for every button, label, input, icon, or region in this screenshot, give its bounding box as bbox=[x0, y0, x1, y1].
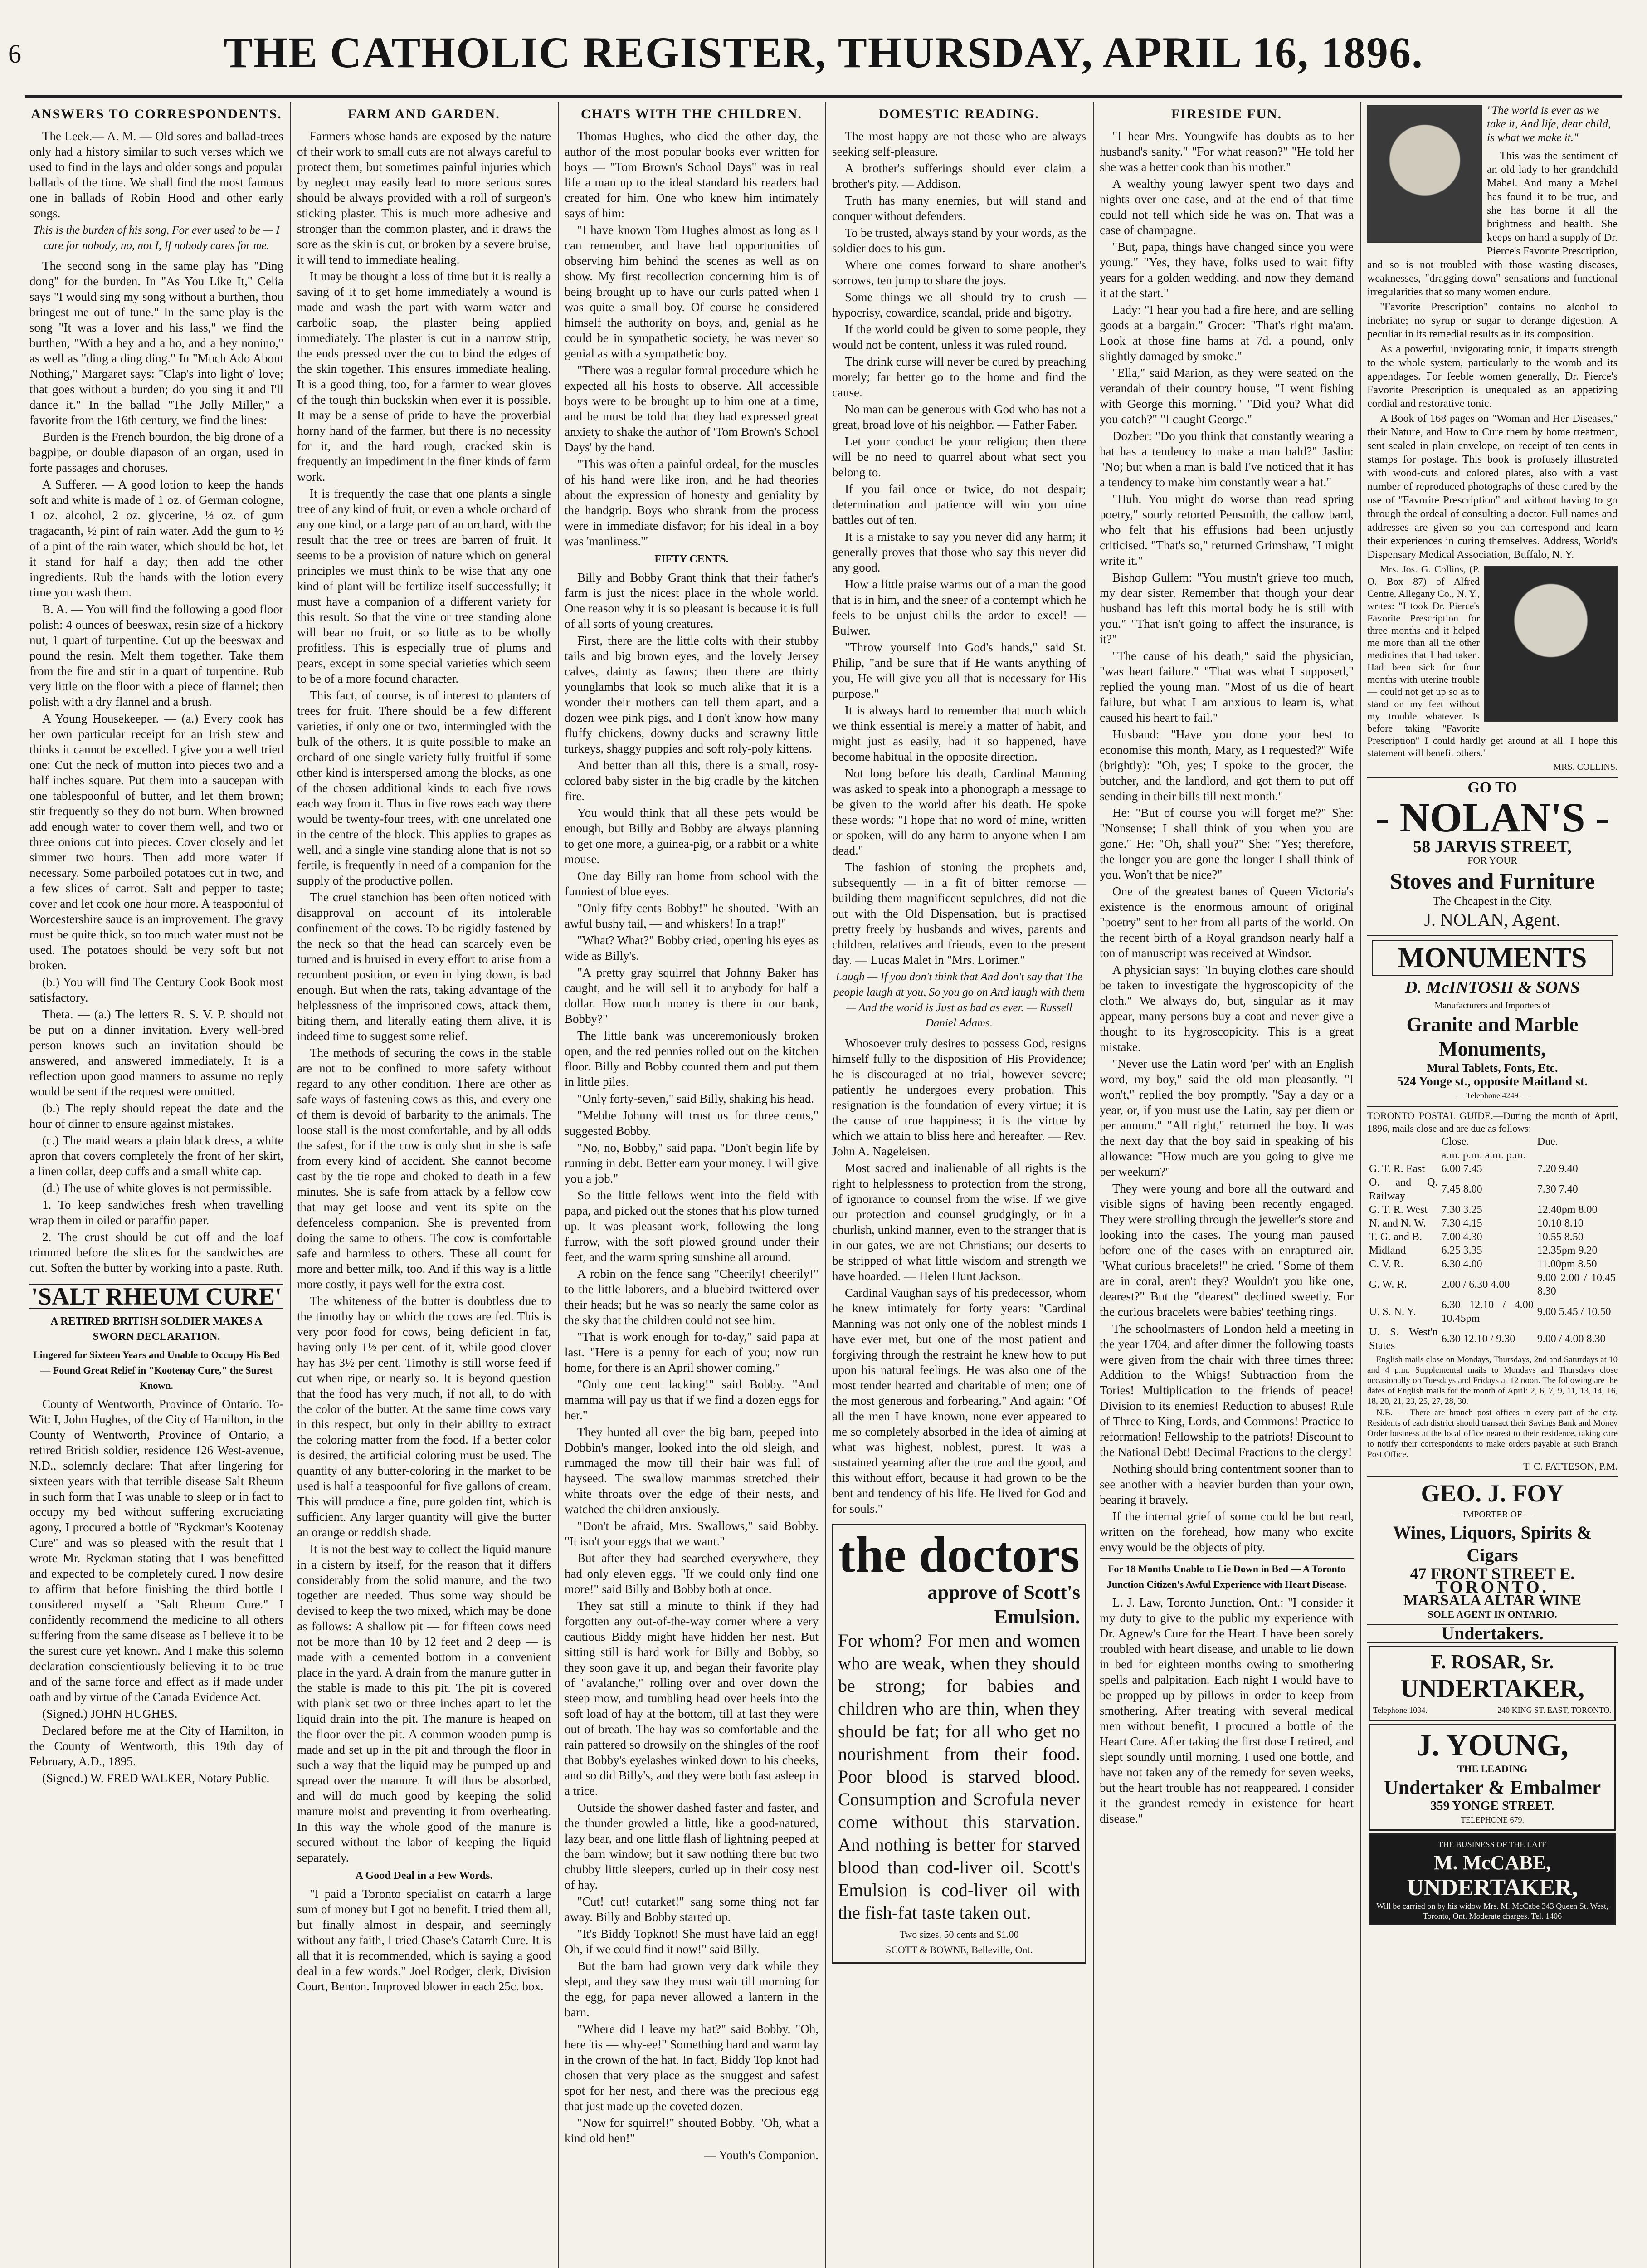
verse: This is the burden of his song, For ever used to be — I care for nobody, no, not I, If nobody cares for me. bbox=[33, 224, 280, 252]
paragraph: "That is work enough for to-day," said papa at last. "Here is a penny for each of you; now run home, for there is an April shower coming." bbox=[565, 1330, 819, 1374]
paragraph: Most sacred and inalienable of all rights is the right to helplessness to protection from the strong, of ignorance to counsel from the wise. If we give our protection and counsel grudgingly, or in a churlish, unkind manner, even to the stranger that is in our gates, we are not Christians; our deserts to be stripped of what little wisdom and strength we have hoarded. — Helen Hunt Jackson. bbox=[832, 1161, 1086, 1283]
paper-title: THE CATHOLIC REGISTER, THURSDAY, APRIL 16, 1896. bbox=[224, 28, 1423, 77]
testimonial: "Favorite Prescription" contains no alcohol to inebriate; no syrup or sugar to derange digestion. A peculiar in its remedial results as in its composition. bbox=[1367, 301, 1618, 340]
cell: 6.30 4.00 bbox=[1441, 1258, 1482, 1270]
column-heading: FIRESIDE FUN. bbox=[1171, 107, 1282, 122]
mccabe-title: UNDERTAKER, bbox=[1407, 1875, 1578, 1901]
foy-importer: — IMPORTER OF — bbox=[1451, 1510, 1534, 1520]
paragraph: Whosoever truly desires to possess God, resigns himself fully to the disposition of His Providence; he is discouraged at no trial, however severe; patiently he undergoes every probation. This resignation is the foundation of every virtue; it is the cause of true happiness; it is the virtue by which we attain to bliss here and hereafter. — Rev. John A. Nageleisen. bbox=[832, 1036, 1086, 1158]
nolan-go-to: GO TO bbox=[1467, 779, 1517, 796]
young-name: J. YOUNG, bbox=[1416, 1728, 1569, 1762]
signature: (Signed.) W. FRED WALKER, Notary Public. bbox=[42, 1771, 270, 1785]
young-leading: THE LEADING bbox=[1457, 1763, 1528, 1774]
paragraph: "Only fifty cents Bobby!" he shouted. "With an awful bushy tail, — and whiskers! In a trap!" bbox=[565, 901, 819, 930]
nolan-for: FOR YOUR bbox=[1467, 855, 1517, 866]
paragraph: And better than all this, there is a small, rosy-colored baby sister in the big cradle by the kitchen fire. bbox=[565, 758, 819, 803]
paragraph: It is always hard to remember that much which we think essential is merely a matter of habit, and might just as easily, had it so happened, have become habitual in the opposite direction. bbox=[832, 704, 1086, 763]
ad-headline: the doctors bbox=[838, 1527, 1080, 1583]
column-heading: ANSWERS TO CORRESPONDENTS. bbox=[31, 107, 282, 122]
paragraph: Thomas Hughes, who died the other day, the author of the most popular books ever written for boys — "Tom Brown's School Days" was in real life a man up to the ideal standard his readers had created for him. One who knew him intimately says of him: bbox=[565, 129, 819, 220]
paragraph: "I have known Tom Hughes almost as long as I can remember, and have had opportunities of observing him behind the scenes as well as on show. My first recollection concerning him is of being brought up to have our curls patted when I was quite a small boy. Of course he considered himself the authority on boys, and, genial as he could be in sympathetic society, he was never so genial as with a sympathetic boy. bbox=[565, 223, 819, 360]
table-row bbox=[1367, 1176, 1618, 1203]
ad-subhead: A RETIRED BRITISH SOLDIER MAKES A SWORN DECLARATION. bbox=[50, 1315, 263, 1343]
paragraph: "The cause of his death," said the physician, "was heart failure." "That was what I supposed," replied the young man. "Most of us die of heart failure, but what I am anxious to learn is, what caused his heart to fail." bbox=[1100, 649, 1354, 724]
cell: U. S. N. Y. bbox=[1369, 1306, 1416, 1318]
header-close: Close. bbox=[1441, 1136, 1469, 1148]
paragraph: They were young and bore all the outward and visible signs of having been recently engaged. They were strolling through the jeweller's store and looking into the cases. The young man paused before one of the cases with an enraptured air. "What curious bracelets!" he cried. "Some of them are in coral, aren't they? Wouldn't you like one, dearest?" But the "dearest" declined sweetly. For the curious bracelets were babies' teething rings. bbox=[1100, 1182, 1354, 1319]
table-row bbox=[1367, 1162, 1618, 1176]
table-row bbox=[1367, 1203, 1618, 1217]
cell: C. V. R. bbox=[1369, 1258, 1403, 1270]
mccabe-ad bbox=[1369, 1833, 1616, 1925]
monuments-goods: Granite and Marble Monuments, bbox=[1406, 1013, 1579, 1060]
ad-body: County of Wentworth, Province of Ontario. To-Wit: I, John Hughes, of the City of Hamilton, in the County of Wentworth, Province of Ontario, a retired British soldier, residence 126 West-avenue, N.D., solemnly declare: That after lingering for sixteen years with that terrible disease Salt Rheum in such form that I was unable to sleep or in fact to occupy my bed without suffering excruciating agony, I procured a bottle of "Ryckman's Kootenay Cure" and was so pleased with the result that I wrote Mr. Ryckman stating that I was benefitted and expected to be completely cured. I now desire to affirm that before finishing the third bottle I considered myself a "Salt Rheum Cure." I confidently recommend the medicine to all others suffering from the same disease as I believe it to be the surest cure yet known. And I make this solemn declaration conscientiously believing it to be true and of the same force and effect as if made under oath and by virtue of the Canada Evidence Act. bbox=[29, 1397, 283, 1704]
foy-ad bbox=[1367, 1476, 1618, 1621]
paragraph: Burden is the French bourdon, the big drone of a bagpipe, or double diapason of an organ, used in forte passages and choruses. bbox=[29, 430, 283, 474]
notice-heading: A Good Deal in a Few Words. bbox=[355, 1870, 493, 1882]
paragraph: A brother's sufferings should ever claim a brother's pity. — Addison. bbox=[832, 161, 1086, 191]
paragraph: Bishop Gullem: "You mustn't grieve too much, my dear sister. Remember that though your dear husband has left this mortal body he is still with you." "That isn't going to affect the insurance, is it?" bbox=[1100, 571, 1354, 646]
ad-subhead-2: Lingered for Sixteen Years and Unable to Occupy His Bed — Found Great Relief in "Kootenay Cure," the Surest Known. bbox=[33, 1349, 280, 1391]
paragraph: The little bank was unceremoniously broken open, and the red pennies rolled out on the kitchen floor. Billy and Bobby counted them and put them in little piles. bbox=[565, 1029, 819, 1089]
postal-table bbox=[1367, 1135, 1618, 1353]
paragraph: Not long before his death, Cardinal Manning was asked to speak into a phonograph a message to be given to the world after his death. He spoke these words: "I hope that no word of mine, written or spoken, will do any harm to anyone when I am dead." bbox=[832, 767, 1086, 857]
testimonial: Mrs. Jos. G. Collins, (P. O. Box 87) of Alfred Centre, Allegany Co., N. Y., writes: "I took Dr. Pierce's Favorite Prescription for three months and it helped me more than all the other medicines that I had taken. Had been sick for four months with uterine trouble — could not get up so as to stand on my feet without my trouble whatever. Is before taking "Favorite Prescription" I could hardly get around at all. I hope this statement will benefit others." bbox=[1367, 563, 1618, 758]
verse: Laugh — If you don't think that And don't say that The people laugh at you, So you go on And laugh with them — And the world is Just as bad as ever. — Russell Daniel Adams. bbox=[833, 971, 1085, 1029]
paragraph: (c.) The maid wears a plain black dress, a white apron that covers completely the front of her skirt, a linen collar, deep cuffs and a small white cap. bbox=[29, 1134, 283, 1178]
table-header bbox=[1367, 1135, 1618, 1149]
paragraph: A physician says: "In buying clothes care should be taken to investigate the hygroscopicity of the cloth." We always do, but, singular as it may appear, many persons buy a coat and never give a thought to its hygroscopicity. This is a great mistake. bbox=[1100, 963, 1354, 1054]
columns bbox=[25, 102, 1622, 2268]
paragraph: "Never use the Latin word 'per' with an English word, my boy," said the old man pleasantly. "I won't," replied the boy promptly. "Say a day or a year, or, if you must use the Latin, say per diem or per annum." "All right," returned the boy. It was the next day that the boy said in speaking of his allowance: "How much are you going to give me per weekum?" bbox=[1100, 1057, 1354, 1178]
page-number: 6 bbox=[8, 39, 21, 68]
table-header bbox=[1367, 1149, 1618, 1162]
cell: N. and N. W. bbox=[1369, 1217, 1426, 1229]
ad-price: Two sizes, 50 cents and $1.00 bbox=[899, 1929, 1019, 1940]
paragraph: "Don't be afraid, Mrs. Swallows," said Bobby. "It isn't your eggs that we want." bbox=[565, 1519, 819, 1548]
column-divider bbox=[290, 102, 291, 2268]
paragraph: "No, no, Bobby," said papa. "Don't begin life by running in debt. Better earn your money. I will give you a job." bbox=[565, 1141, 819, 1185]
postmaster: T. C. PATTESON, P.M. bbox=[1523, 1461, 1618, 1472]
foy-agent: SOLE AGENT IN ONTARIO. bbox=[1428, 1608, 1557, 1620]
paragraph: A Sufferer. — A good lotion to keep the hands soft and white is made of 1 oz. of German cologne, 1 oz. alcohol, 2 oz. glycerine, ½ oz. of gum tragacanth, ½ pint of rain water. Add the gum to ½ of a pint of the rain water, which should be hot, let it stand for half a day; then add the other ingredients. Rub the hands with the lotion every time you wash them. bbox=[29, 478, 283, 599]
paragraph: (b.) The reply should repeat the date and the hour of dinner to ensure against mistakes. bbox=[29, 1101, 283, 1130]
rosar-address: 240 KING ST. EAST, TORONTO. bbox=[1497, 1706, 1612, 1715]
cell: 6.00 7.45 bbox=[1441, 1163, 1482, 1175]
paragraph: The cruel stanchion has been often noticed with disapproval on account of its intolerable confinement of the cows. To be rigidly fastened by the neck so that the head can scarcely even be turned and is bruised in every effort to arise from a recumbent position, or even in lying down, is bad enough. But when the rats, taking advantage of the helplessness of the imprisoned cows, attack them, biting them, and literally eating them alive, it is indeed time to suggest some relief. bbox=[297, 890, 551, 1043]
paragraph: If the internal grief of some could be but read, written on the forehead, how many who excite envy would be the objects of pity. bbox=[1100, 1510, 1354, 1554]
paragraph: 2. The crust should be cut off and the loaf trimmed before the slices for the sandwiches are cut. Soften the butter by working into a paste. Ruth. bbox=[29, 1230, 283, 1275]
paragraph: "Where did I leave my hat?" said Bobby. "Oh, here 'tis — why-ee!" Something hard and warm lay in the crown of the hat. In fact, Biddy Top knot had chosen that very place as the snuggest and safest spot for her nest, and there was the precious egg that just made up the coveted dozen. bbox=[565, 2022, 819, 2113]
cell: Midland bbox=[1369, 1245, 1406, 1256]
paragraph: But the barn had grown very dark while they slept, and they saw they must wait till morning for the egg, for papa never allowed a lantern in the barn. bbox=[565, 1959, 819, 2019]
rosar-contact bbox=[1373, 1703, 1612, 1717]
nolan-goods: Stoves and Furniture bbox=[1390, 868, 1595, 894]
paragraph: He: "But of course you will forget me?" She: "Nonsense; I shall think of you when you are gone." He: "Oh, shall you?" She: "Yes; therefore, the longer you are gone the longer I shall think of you. Won't that be nice?" bbox=[1100, 806, 1354, 881]
paragraph: The schoolmasters of London held a meeting in the year 1704, and after dinner the following toasts were given from the chair with three times three: Addition to the Whigs! Subtraction from the Tories! Multiplication to the friends of peace! Division to its enemies! Reduction to abuses! Rule of Three to King, Lords, and Commons! Practice to reformation! Fellowship to the patriots! Discount to the National Debt! Decimal Fractions to the clergy! bbox=[1100, 1322, 1354, 1459]
paragraph: Theta. — (a.) The letters R. S. V. P. should not be put on a dinner invitation. Every well-bred person knows such an invitation should be answered, and answered immediately. It is a reflection upon good manners to assume no reply would be sent if the request were omitted. bbox=[29, 1007, 283, 1098]
mrs-collins-portrait bbox=[1484, 566, 1618, 722]
column-domestic bbox=[828, 102, 1091, 2268]
table-row bbox=[1367, 1244, 1618, 1257]
paragraph: "What? What?" Bobby cried, opening his eyes as wide as Billy's. bbox=[565, 934, 819, 963]
rosar-name: F. ROSAR, Sr. bbox=[1431, 1651, 1554, 1673]
paragraph: Husband: "Have you done your best to economise this month, Mary, as I requested?" Wife (brightly): "Oh, yes; I spoke to the grocer, the butcher, and the landlord, and got them to put off sending in their bills till next month." bbox=[1100, 728, 1354, 803]
paragraph: "It's Biddy Topknot! She must have laid an egg! Oh, if we could find it now!" said Billy. bbox=[565, 1927, 819, 1956]
signature: (Signed.) JOHN HUGHES. bbox=[42, 1707, 178, 1721]
postal-title: TORONTO POSTAL GUIDE.—During the month of April, 1896, mails close and are due as follows: bbox=[1367, 1110, 1618, 1134]
paragraph: Cardinal Vaughan says of his predecessor, whom he knew intimately for forty years: "Cardinal Manning was not only one of the noblest minds I have ever met, but one of the most patient and forgiving through the restraint he knew how to put upon his natural feelings. He was also one of the most tender hearted and charitable of men; one of the most generous and forbearing." And again: "Of all the men I have known, none ever appeared to me so completely absorbed in the idea of aiming at what was highest, noblest, purest. It was a sustained yearning after the true and the good, and this without effort, because it had grown to be the bent and tendency of his life. He lived for God and for souls." bbox=[832, 1286, 1086, 1515]
cell: 9.00 2.00 / 10.45 8.30 bbox=[1537, 1272, 1616, 1297]
paragraph: Billy and Bobby Grant think that their father's farm is just the nicest place in the whole world. One reason why it is so pleasant is because it is full of all sorts of young creatures. bbox=[565, 571, 819, 631]
paragraph: The whiteness of the butter is doubtless due to the timothy hay on which the cows are fed. This is very poor food for cows, being deficient in fat, having only 1½ per cent. of it, while good clover hay has 3½ per cent. Timothy is still worse feed if cut when ripe, or nearly so. It is beyond question that the food has very much, if not all, to do with the color of the butter. At the same time cows vary in this respect, but only in their ability to extract the coloring matter from the food. If a better color is desired, the artificial coloring must be used. The quantity of any butter-coloring in the market to be used is half a teaspoonful for five gallons of cream. This will produce a fine, pure golden tint, which is sufficient. Any larger quantity will give the butter an orange or reddish shade. bbox=[297, 1294, 551, 1539]
cell: T. G. and B. bbox=[1369, 1231, 1422, 1243]
paragraph: "Now for squirrel!" shouted Bobby. "Oh, what a kind old hen!" bbox=[565, 2116, 819, 2145]
paragraph: "Only one cent lacking!" said Bobby. "And mamma will pay us that if we find a dozen eggs for her." bbox=[565, 1378, 819, 1422]
cell: U. S. West'n States bbox=[1369, 1326, 1438, 1352]
table-row bbox=[1367, 1217, 1618, 1230]
column-heading: CHATS WITH THE CHILDREN. bbox=[580, 107, 803, 122]
monuments-ad bbox=[1367, 935, 1618, 1102]
attribution: — Youth's Companion. bbox=[704, 2148, 819, 2162]
cell: G. T. R. East bbox=[1369, 1163, 1425, 1175]
postal-guide bbox=[1367, 1106, 1618, 1473]
cell: 9.00 / 4.00 8.30 bbox=[1537, 1333, 1606, 1345]
paragraph: (b.) You will find The Century Cook Book most satisfactory. bbox=[29, 975, 283, 1004]
monuments-address: 524 Yonge st., opposite Maitland st. bbox=[1397, 1075, 1588, 1089]
cell: 6.25 3.35 bbox=[1441, 1245, 1482, 1256]
notice-body: L. J. Law, Toronto Junction, Ont.: "I consider it my duty to give to the public my experience with Dr. Agnew's Cure for the Heart. I have been sorely troubled with heart disease, and unable to lie down in bed for eighteen months owing to smothering spells and palpitation. Each night I would have to be propped up by pillows in order to keep from smothering. After treating with several medical men without benefit, I procured a bottle of the Heart Cure. After taking the first dose I retired, and slept soundly until morning. I used one bottle, and have not taken any of the remedy for seven weeks, but the heart trouble has not reappeared. I consider it the grandest remedy in existence for heart disease." bbox=[1100, 1596, 1354, 1825]
paragraph: "A pretty gray squirrel that Johnny Baker has caught, and he will sell it to anybody for half a dollar. How much money is there in our bank, Bobby?" bbox=[565, 966, 819, 1026]
header-due: Due. bbox=[1537, 1136, 1558, 1148]
paragraph: "I hear Mrs. Youngwife has doubts as to her husband's sanity." "For what reason?" "He told her she was a better cook than his mother." bbox=[1100, 129, 1354, 174]
cell: 2.00 / 6.30 4.00 bbox=[1441, 1279, 1510, 1290]
paragraph: The methods of securing the cows in the stable are not to be confined to more safety without regard to any other condition. There are other as safe ways of fastening cows as this, and every one of them is devoid of barbarity to the animals. The loose stall is the most comfortable, and by all odds the safest, for if the cow is only shut in she is safe from every kind of accident. She cannot become cast by the tie rope and choked to death in a few minutes. She is safe from attack by a fellow cow that may get loose and vent its spite on the defenceless companion. She is prevented from doing the same to others. The cow is comfortable safe and harmless to others. These all count for more and better milk, too. And if this way is a little more costly, it pays well for the extra cost. bbox=[297, 1046, 551, 1291]
paragraph: Truth has many enemies, but will stand and conquer without defenders. bbox=[832, 194, 1086, 223]
column-divider bbox=[1093, 102, 1094, 2268]
paragraph: A robin on the fence sang "Cheerily! cheerily!" to the little laborers, and a bluebird twittered over their heads; but he was so nearly the same color as the sky that the children could not see him. bbox=[565, 1267, 819, 1327]
masthead-rule bbox=[25, 95, 1622, 98]
postal-notes: N.B. — There are branch post offices in every part of the city. Residents of each district should transact their Savings Bank and Money Order business at the local office nearest to their residence, taking care to notify their correspondents to make orders payable at such Branch Post Office. bbox=[1367, 1408, 1618, 1459]
column-farm bbox=[292, 102, 555, 2268]
paragraph: Outside the shower dashed faster and faster, and the thunder growled a little, like a good-natured, lazy bear, and one little flash of lightning peeped at the barn window; but it saw nothing there but two chubby little sleepers, curled up in their cosy nest of hay. bbox=[565, 1801, 819, 1892]
paragraph: "Ella," said Marion, as they were seated on the verandah of their country house, "I went fishing with George this morning." "Did you? What did you catch?" "I caught George." bbox=[1100, 366, 1354, 426]
paragraph: If you fail once or twice, do not despair; determination and patience will win you nine battles out of ten. bbox=[832, 482, 1086, 527]
rosar-title: UNDERTAKER, bbox=[1400, 1675, 1585, 1703]
paragraph: A wealthy young lawyer spent two days and nights over one case, and at the end of that time could not tell which side he was on. That was a case of champagne. bbox=[1100, 177, 1354, 237]
monuments-title: MONUMENTS bbox=[1372, 940, 1613, 976]
paragraph: They hunted all over the big barn, peeped into Dobbin's manger, looked into the old sleigh, and rummaged the mow till their hair was full of hayseed. The swallow mammas stretched their white throats over the edge of their nests, and watched the children anxiously. bbox=[565, 1425, 819, 1516]
column-ads bbox=[1363, 102, 1622, 2268]
ad-line: approve of Scott's Emulsion. bbox=[927, 1581, 1080, 1628]
foy-address: 47 FRONT STREET E. bbox=[1410, 1564, 1575, 1583]
paragraph: "Cut! cut! cutarket!" sang some thing not far away. Billy and Bobby started up. bbox=[565, 1895, 819, 1924]
nolan-cheapest: The Cheapest in the City. bbox=[1433, 894, 1552, 908]
salt-rheum-title: 'SALT RHEUM CURE' bbox=[29, 1284, 283, 1309]
young-title: Undertaker & Embalmer bbox=[1384, 1776, 1601, 1799]
paragraph: You would think that all these pets would be enough, but Billy and Bobby are always planning to get one more, a guinea-pig, or a rabbit or a white mouse. bbox=[565, 806, 819, 866]
paragraph: One of the greatest banes of Queen Victoria's existence is the enormous amount of original "poetry" sent to her from all parts of the world. On the recent birth of a Royal grandson nearly half a ton of manuscript was received at Windsor. bbox=[1100, 885, 1354, 960]
cell: O. and Q. Railway bbox=[1369, 1177, 1438, 1202]
notice-heading: For 18 Months Unable to Lie Down in Bed — A Toronto Junction Citizen's Awful Experience with Heart Disease. bbox=[1100, 1558, 1354, 1592]
paragraph: It is frequently the case that one plants a single tree of any kind of fruit, or even a whole orchard of any one kind, or a large part of an orchard, with the result that the tree or trees are barren of fruit. It seems to be a provision of nature which on general principles we must think to be wise that any one kind of plant will be fertilize itself successfully; it must have a companion of a different variety for this result. So that the vine or tree standing alone will bear no fruit, or so little as to be wholly profitless. This is especially true of plums and pears, except in some special varieties which seem to be of a more focund character. bbox=[297, 487, 551, 685]
paragraph: One day Billy ran home from school with the funniest of blue eyes. bbox=[565, 869, 819, 898]
paragraph: "Throw yourself into God's hands," said St. Philip, "and be sure that if He wants anything of you, He will give you all that is necessary for His purpose." bbox=[832, 640, 1086, 700]
foy-city: TORONTO. bbox=[1435, 1578, 1550, 1597]
nolan-name: - NOLAN'S - bbox=[1375, 794, 1610, 841]
testimonial: This was the sentiment of an old lady to her grandchild Mabel. And many a Mabel has found it to be true, and she has borne it all the brightness and health. She keeps on hand a supply of Dr. Pierce's Favorite Prescription, and so is not troubled with those wasting diseases, weaknesses, "dragging-down" sensations and functional irregularities that so many women endure. bbox=[1367, 150, 1618, 298]
cell: 10.55 8.50 bbox=[1537, 1231, 1584, 1243]
cell: 7.45 8.00 bbox=[1441, 1183, 1482, 1195]
testimonial: A Book of 168 pages on "Woman and Her Diseases," their Nature, and How to Cure them by home treatment, sent sealed in plain envelope, on receipt of ten cents in stamps for postage. This book is profusely illustrated with wood-cuts and colored plates, also with a vast number of reproduced photographs of those cured by the use of "Favorite Prescription" and without having to go through the ordeal of consulting a doctor. Full names and addresses are given so you can correspond and learn their experiences in curing themselves. Address, World's Dispensary Medical Association, Buffalo, N. Y. bbox=[1367, 413, 1618, 561]
paragraph: To be trusted, always stand by your words, as the soldier does to his gun. bbox=[832, 226, 1086, 255]
paragraph: A Young Housekeeper. — (a.) Every cook has her own particular receipt for an Irish stew and thinks it cannot be excelled. I give you a well tried one: Cut the neck of mutton into pieces two and a half inches square. Put them into a saucepan with one tablespoonful of butter, and let them brown; stir frequently so they do not burn. When browned add enough water to cover them well, and two or three onions cut into pieces. Cover closely and let simmer two hours. Then add more water if necessary. Some parboiled potatoes cut in two, and a few slices of carrot. Salt and pepper to taste; cover and let cook one hour more. A teaspoonful of Worcestershire sauce is an improvement. The gravy must be quite thick, so too much water must not be used. The potatoes should be very soft but not broken. bbox=[29, 712, 283, 972]
paragraph: Where one comes forward to share another's sorrows, ten jump to share the joys. bbox=[832, 258, 1086, 287]
monuments-sub: Manufacturers and Importers of bbox=[1434, 1001, 1550, 1011]
paragraph: "Huh. You might do worse than read spring poetry," sourly retorted Pensmith, the callow bard, who felt that his effusions had been unjustly criticised. "That's so," returned Grimshaw, "I might write it." bbox=[1100, 492, 1354, 567]
cell: 11.00pm 8.50 bbox=[1537, 1258, 1597, 1270]
postal-notes: English mails close on Mondays, Thursdays, 2nd and Saturdays at 10 and 4 p.m. Supplemental mails to Mondays and Thursdays close occasionally on Tuesdays and Fridays at 12 noon. The following are the dates of English mails for the month of April: 2, 6, 7, 9, 11, 13, 14, 16, 18, 20, 21, 23, 25, 27, 28, 30. bbox=[1367, 1355, 1618, 1406]
paragraph: The most happy are not those who are always seeking self-pleasure. bbox=[832, 129, 1086, 158]
cell: 7.20 9.40 bbox=[1537, 1163, 1578, 1175]
paragraph: This fact, of course, is of interest to planters of trees for fruit. There should be a few different varieties, if only one or two, intermingled with the bulk of the others. It is quite possible to make an orchard of one single variety fully fruitful if some other kind is interspersed among the blocks, as one of the chosen additional kinds to each five rows each way from it. Thus in five rows each way there would be twenty-four trees, with one unrelated one in the centre of the block. This applies to grapes as well, and a single vine standing alone that is not so fertile, is frequently in need of a companion for the supply of the productive pollen. bbox=[297, 689, 551, 887]
cell: 12.40pm 8.00 bbox=[1537, 1204, 1598, 1216]
column-fireside bbox=[1095, 102, 1358, 2268]
mccabe-line: THE BUSINESS OF THE LATE bbox=[1438, 1840, 1547, 1849]
paragraph: It is not the best way to collect the liquid manure in a cistern by itself, for the reason that it differs considerably from the solid manure, and the two together are needed. Thus some way should be devised to keep the two mixed, which may be done as follows: A shallow pit — for fifteen cows need not be more than 10 by 12 feet and 2 deep — is made with a cemented bottom in a convenient place in the yard. A drain from the manure gutter in the stable is made to this pit. The pit is covered with plank set two or three inches apart to let the liquid drain into the pit. The manure is heaped on the floor over the pit. A common wooden pump is made and set up in the pit and through the floor in such a way that the liquid may be pumped up and spread over the manure. It will thus be absorbed, and will do much good by keeping the solid manure moist and preventing it from overheating. In this way the whole good of the manure is secured without the labor of keeping the liquid separately. bbox=[297, 1542, 551, 1864]
testimonial: As a powerful, invigorating tonic, it imparts strength to the whole system, particularly to the womb and its appendages. For feeble women generally, Dr. Pierce's Favorite Prescription is unequaled as an appetizing cordial and restorative tonic. bbox=[1367, 343, 1618, 410]
paragraph: But after they had searched everywhere, they had only eleven eggs. "If we could only find one more!" said Billy and Bobby both at once. bbox=[565, 1551, 819, 1596]
foy-name: GEO. J. FOY bbox=[1421, 1480, 1564, 1507]
cell: G. W. R. bbox=[1369, 1279, 1407, 1290]
column-heading: FARM AND GARDEN. bbox=[348, 107, 500, 122]
cell: 6.30 12.10 / 9.30 bbox=[1441, 1333, 1515, 1345]
paragraph: "Mebbe Johnny will trust us for three cents," suggested Bobby. bbox=[565, 1109, 819, 1138]
paragraph: Farmers whose hands are exposed by the nature of their work to small cuts are not always careful to protect them; but sometimes painful injuries which by neglect may easily lead to more serious sores should be always provided with a roll of surgeon's sticking plaster. This is much more adhesive and stronger than the common plaster, and it draws the sore as the skin is cut, or broken by a severe bruise, it will tend to immediate healing. bbox=[297, 129, 551, 266]
cell: 7.00 4.30 bbox=[1441, 1231, 1482, 1243]
paragraph: First, there are the little colts with their stubby tails and big brown eyes, and the lovely Jersey calves, dainty as fawns; then there are thirty younglambs that look so much alike that it is a wonder their mothers can tell them apart, and a dozen wee pink pigs, and I don't know how many fluffy chickens, downy ducks and scrawny little turkeys, shaggy puppies and soft roly-poly kittens. bbox=[565, 634, 819, 755]
column-divider bbox=[825, 102, 826, 2268]
monuments-phone: — Telephone 4249 — bbox=[1456, 1091, 1529, 1100]
paragraph: "But, papa, things have changed since you were young." "Yes, they have, folks used to wait fifty years for a golden wedding, and now they demand it at the start." bbox=[1100, 240, 1354, 300]
story-heading: FIFTY CENTS. bbox=[654, 553, 729, 565]
paragraph: "There was a regular formal procedure which he expected all his hosts to observe. All accessible boys were to be brought up to him one at a time, and he must be told that they had expressed great anxiety to shake the author of 'Tom Brown's School Days' by the hand. bbox=[565, 363, 819, 454]
paragraph: It is a mistake to say you never did any harm; it generally proves that those who say this never did any good. bbox=[832, 530, 1086, 574]
foy-goods: Wines, Liquors, Spirits & Cigars bbox=[1393, 1522, 1592, 1565]
table-row bbox=[1367, 1325, 1618, 1353]
paragraph: "This was often a painful ordeal, for the muscles of his hand were like iron, and he had theories about the expression of honesty and geniality by the handgrip. Boys who shrank from the process were in immediate disfavor; for his ideal in a boy was 'manliness.'" bbox=[565, 457, 819, 548]
paragraph: "Only forty-seven," said Billy, shaking his head. bbox=[577, 1092, 814, 1105]
masthead bbox=[0, 0, 1647, 102]
paragraph: The second song in the same play has "Ding dong" for the burden. In "As You Like It," Celia says "I would sing my song without a burthen, thou bringest me out of tune." In the same play is the song "It was a lover and his lass," we find the burthen, "With a hey and a ho, and a hey nonino," as well as "ding a ding ding." In "Much Ado About Nothing," Margaret says: "Clap's into light o' love; that goes without a burden; do you sing it and I'll dance it." In the ballad "The Jolly Miller," a favorite from the 16th century, we find the lines: bbox=[29, 259, 283, 427]
foy-marsala: MARSALA ALTAR WINE bbox=[1403, 1592, 1582, 1609]
paragraph: Let your conduct be your religion; then there will be no need to quarrel about what sect you belong to. bbox=[832, 435, 1086, 479]
girl-illustration bbox=[1367, 105, 1482, 243]
paragraph: (d.) The use of white gloves is not permissible. bbox=[42, 1181, 272, 1195]
cell: 6.30 12.10 / 4.00 10.45pm bbox=[1441, 1299, 1534, 1325]
paragraph: Some things we all should try to crush — hypocrisy, cowardice, scandal, pride and bigotry. bbox=[832, 290, 1086, 319]
scotts-emulsion-ad bbox=[832, 1524, 1086, 1964]
table-row bbox=[1367, 1257, 1618, 1271]
paragraph: B. A. — You will find the following a good floor polish: 4 ounces of beeswax, resin size of a hickory nut, 1 quart of turpentine. Cut up the beeswax and pound the resin. Melt them together. Take them from the fire and stir in a quart of turpentine. Rub very little on the floor with a piece of flannel; then polish with a dry flannel and a brush. bbox=[29, 602, 283, 709]
paragraph: Lady: "I hear you had a fire here, and are selling goods at a bargain." Grocer: "That's right ma'am. Look at those fine hams at 7d. a pound, only slightly damaged by smoke." bbox=[1100, 303, 1354, 363]
notice-body: "I paid a Toronto specialist on catarrh a large sum of money but I got no benefit. I tried them all, but finally almost in despair, and seemingly without any faith, I tried Chase's Catarrh Cure. It is all that it is recommended, which is saying a good deal in a few words." Joel Rodger, clerk, Division Court, Benton. Improved blower in each 25c. box. bbox=[297, 1887, 551, 1993]
nolan-address: 58 JARVIS STREET, bbox=[1413, 837, 1572, 856]
nolan-agent: J. NOLAN, Agent. bbox=[1424, 909, 1561, 930]
paragraph: The Leek.— A. M. — Old sores and ballad-trees only had a history similar to such verses which we used to find in the lays and older songs and popular ballads of the time. We shall find the most famous one in ballads of Robin Hood and other early songs. bbox=[29, 129, 283, 220]
young-address: 359 YONGE STREET. bbox=[1430, 1799, 1554, 1813]
rosar-phone: Telephone 1034. bbox=[1373, 1706, 1428, 1715]
nolan-ad bbox=[1367, 777, 1618, 932]
paragraph: Nothing should bring contentment sooner than to see another with a heavier burden than your own, bearing it bravely. bbox=[1100, 1462, 1354, 1506]
paragraph: No man can be generous with God who has not a great, broad love of his neighbor. — Father Faber. bbox=[832, 402, 1086, 431]
declaration: Declared before me at the City of Hamilton, in the County of Wentworth, this 19th day of February, A.D., 1895. bbox=[29, 1724, 283, 1768]
ad-verse: "The world is ever as we take it, And life, dear child, is what we make it." bbox=[1487, 104, 1611, 144]
cell: 10.10 8.10 bbox=[1537, 1217, 1584, 1229]
paragraph: Dozber: "Do you think that constantly wearing a hat has a tendency to make a man bald?" Jaslin: "No; but when a man is bald I've noticed that it has a tendency to make him constantly wear a hat." bbox=[1100, 429, 1354, 489]
cell: 12.35pm 9.20 bbox=[1537, 1245, 1598, 1256]
column-heading: DOMESTIC READING. bbox=[878, 107, 1040, 122]
cell: 7.30 7.40 bbox=[1537, 1183, 1578, 1195]
rosar-ad bbox=[1369, 1646, 1616, 1721]
column-divider bbox=[558, 102, 559, 2268]
mccabe-body: Will be carried on by his widow Mrs. M. McCabe 343 Queen St. West, Toronto, Ont. Moderate charges. Tel. 1406 bbox=[1376, 1901, 1608, 1921]
column-children bbox=[560, 102, 823, 2268]
young-ad bbox=[1369, 1724, 1616, 1831]
paragraph: If the world could be given to some people, they would not be content, unless it was ruled round. bbox=[832, 323, 1086, 352]
mccabe-name: M. McCABE, bbox=[1434, 1852, 1551, 1874]
paragraph: They sat still a minute to think if they had forgotten any out-of-the-way corner where a very cautious Biddy might have hidden her nest. But sitting still is hard work for Billy and Bobby, so they soon gave it up, and began their favorite play of "avalanche," rolling over and over down the steep mow, and tumbling head over heels into the soft load of hay at the bottom, till at last they were out of breath. The hay was so comfortable and the rain pattered so drowsily on the shingles of the roof that Bobby's eyelashes winked down to his cheeks, and so did Billy's, and they were both fast asleep in a trice. bbox=[565, 1599, 819, 1798]
paragraph: The drink curse will never be cured by preaching morely; far better go to the home and find the cause. bbox=[832, 355, 1086, 399]
paragraph: It may be thought a loss of time but it is really a saving of it to get home immediately a wound is made and wash the part with warm water and carbolic soap, the plaster being applied immediately. The plaster is cut in a narrow strip, the ends pressed over the cut to bind the edges of the skin together. This ensures immediate healing. It is a good thing, too, for a farmer to wear gloves of the tough thin buckskin when ever it is possible. It may be a sense of pride to have the proverbial horny hand of the farmer, but there is no necessity for it, and the hard rough, cracked skin is frequently an impediment in the finer kinds of farm work. bbox=[297, 269, 551, 484]
monuments-goods2: Mural Tablets, Fonts, Etc. bbox=[1427, 1061, 1558, 1075]
ad-maker: SCOTT & BOWNE, Belleville, Ont. bbox=[885, 1944, 1033, 1955]
cell: G. T. R. West bbox=[1369, 1204, 1428, 1216]
portrait-caption: MRS. COLLINS. bbox=[1553, 762, 1618, 772]
column-answers bbox=[25, 102, 288, 2268]
table-row bbox=[1367, 1298, 1618, 1325]
undertakers-heading: Undertakers. bbox=[1367, 1624, 1618, 1643]
table-row bbox=[1367, 1271, 1618, 1298]
header-times: a.m. p.m. a.m. p.m. bbox=[1441, 1149, 1526, 1161]
cell: 9.00 5.45 / 10.50 bbox=[1537, 1306, 1611, 1318]
table-row bbox=[1367, 1230, 1618, 1244]
paragraph: The fashion of stoning the prophets and, subsequently — in a fit of bitter remorse — building them magnificent sepulchres, did not die out with the Old Dispensation, but is practised pretty freely by husbands and wives, parents and children, relatives and friends, even to the present day. — Lucas Malet in "Mrs. Lorimer." bbox=[832, 860, 1086, 967]
ad-body: For whom? For men and women who are weak, when they should be strong; for babies and children who are thin, when they should be fat; for all who get no nourishment from their food. Poor blood is starved blood. Consumption and Scrofula never come without this starvation. And nothing is better for starved blood than cod-liver oil. Scott's Emulsion is cod-liver oil with the fish-fat taste taken out. bbox=[838, 1630, 1080, 1923]
paragraph: 1. To keep sandwiches fresh when travelling wrap them in oiled or paraffin paper. bbox=[29, 1198, 283, 1227]
young-phone: TELEPHONE 679. bbox=[1461, 1815, 1524, 1824]
cell: 7.30 4.15 bbox=[1441, 1217, 1482, 1229]
paragraph: How a little praise warms out of a man the good that is in him, and the sneer of a contempt which he feels to be unjust chills the ardor to excel! — Bulwer. bbox=[832, 577, 1086, 637]
paragraph: So the little fellows went into the field with papa, and picked out the stones that his plow turned up. It was pleasant work, following the long furrow, with the soft plowed ground under their feet, and the warm spring sunshine all around. bbox=[565, 1188, 819, 1264]
cell: 7.30 3.25 bbox=[1441, 1204, 1482, 1216]
monuments-firm: D. McINTOSH & SONS bbox=[1405, 978, 1580, 997]
column-divider bbox=[1360, 102, 1361, 2268]
